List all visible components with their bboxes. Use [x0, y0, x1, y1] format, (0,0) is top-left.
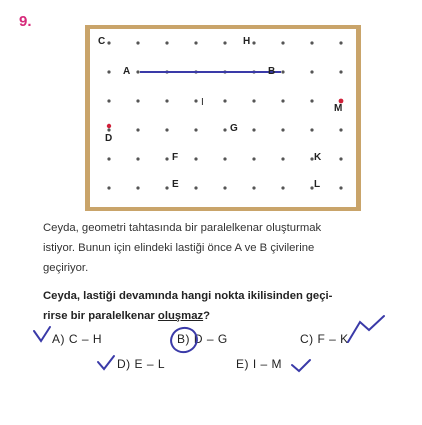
prompt-line-2-start: rirse bir paralelkenar [43, 310, 158, 322]
question-number: 9. [19, 13, 32, 30]
peg-label-h: H [243, 36, 251, 47]
prompt-line-2-end: ? [203, 310, 211, 322]
peg-label-g: G [230, 123, 238, 134]
option-c[interactable]: C) F – K [300, 332, 349, 346]
check-mark-c-icon [348, 316, 384, 342]
option-d[interactable]: D) E – L [117, 357, 166, 371]
peg-label-e: E [172, 179, 179, 190]
peg-label-i: I [201, 97, 204, 108]
option-a[interactable]: A) C – H [52, 332, 103, 346]
peg-label-k: K [314, 152, 322, 163]
option-b[interactable]: B) D – G [177, 332, 228, 346]
check-mark-e-icon [292, 360, 310, 371]
stem-line-1: Ceyda, geometri tahtasında bir paralelkenar oluşturmak [43, 222, 322, 234]
peg-label-m: M [334, 103, 343, 114]
peg-label-l: L [314, 179, 321, 190]
circle-mark-b-icon [168, 324, 201, 355]
stem-line-2: istiyor. Bunun için elindeki lastiği önce A ve B çivilerine [43, 242, 315, 254]
prompt-line-1: Ceyda, lastiği devamında hangi nokta ikilisinden geçi- [43, 290, 333, 302]
check-mark-a-icon [34, 327, 50, 341]
check-mark-d-icon [98, 356, 114, 369]
peg-label-f: F [172, 152, 179, 163]
peg-label-b: B [268, 66, 276, 77]
peg-label-d: D [105, 133, 113, 144]
option-e[interactable]: E) I – M [236, 357, 283, 371]
peg-label-a: A [123, 66, 131, 77]
stem-line-3: geçiriyor. [43, 262, 89, 274]
prompt-emphasis: oluşmaz [157, 310, 204, 322]
peg-label-c: C [98, 36, 106, 47]
